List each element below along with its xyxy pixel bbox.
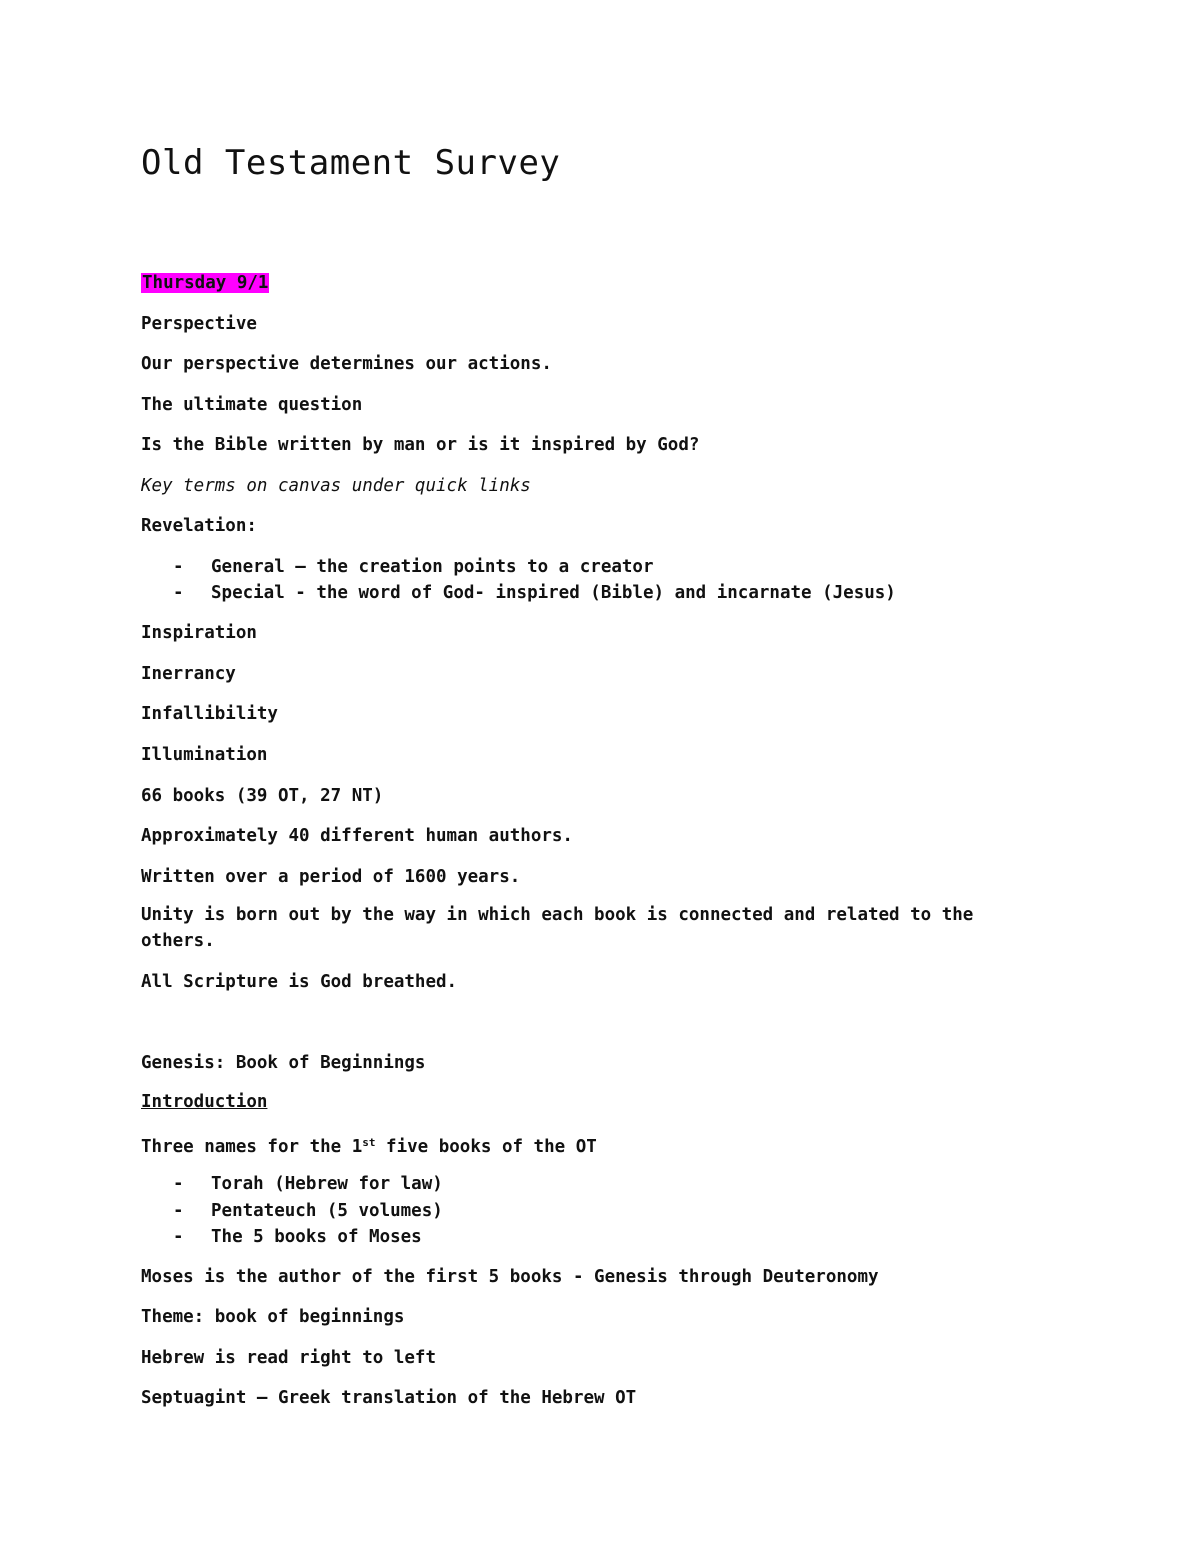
text-line-inspiration: Inspiration: [141, 623, 257, 643]
document-title: Old Testament Survey: [141, 143, 561, 183]
date-highlight: Thursday 9/1: [142, 273, 269, 293]
text-line-inerrancy: Inerrancy: [141, 664, 236, 684]
text-line-septuagint: Septuagint – Greek translation of the Hebrew OT: [141, 1388, 637, 1408]
list-item: [173, 1200, 443, 1222]
list-item: [173, 556, 654, 578]
text-line-moses-author: Moses is the author of the first 5 books - Genesis through Deuteronomy: [141, 1267, 879, 1287]
list-item: [173, 1173, 443, 1195]
italic-note: Key terms on canvas under quick links: [141, 476, 531, 496]
bullet-text: Torah (Hebrew for law): [211, 1174, 443, 1194]
text-line-period: Written over a period of 1600 years.: [141, 867, 521, 887]
bullet-dash: -: [173, 583, 184, 603]
bullet-text: General – the creation points to a creator: [211, 557, 654, 577]
text-line-unity: Unity is born out by the way in which each book is connected and related to the others.: [141, 905, 974, 951]
text-line-ultimate-question: The ultimate question: [141, 395, 363, 415]
bullet-text: Pentateuch (5 volumes): [211, 1201, 443, 1221]
text-line-bible-question: Is the Bible written by man or is it inspired by God?: [141, 435, 700, 455]
bullet-dash: -: [173, 1227, 184, 1247]
text-line-authors: Approximately 40 different human authors.: [141, 826, 573, 846]
three-names-before: Three names for the 1: [141, 1137, 363, 1157]
text-line-perspective: Perspective: [141, 314, 257, 334]
text-line-theme: Theme: book of beginnings: [141, 1307, 405, 1327]
text-line-illumination: Illumination: [141, 745, 268, 765]
text-line-infallibility: Infallibility: [141, 704, 278, 724]
genesis-heading: Genesis: Book of Beginnings: [141, 1053, 426, 1073]
three-names-superscript: st: [362, 1136, 376, 1149]
date-heading: [141, 272, 269, 294]
text-line-scripture: All Scripture is God breathed.: [141, 972, 458, 992]
revelation-label: Revelation:: [141, 516, 257, 536]
text-line-hebrew: Hebrew is read right to left: [141, 1348, 437, 1368]
bullet-text: The 5 books of Moses: [211, 1227, 422, 1247]
text-line-three-names: [141, 1132, 597, 1158]
bullet-dash: -: [173, 557, 184, 577]
text-line-book-count: 66 books (39 OT, 27 NT): [141, 786, 384, 806]
list-item: [173, 1226, 422, 1248]
introduction-label: Introduction: [141, 1092, 268, 1112]
list-item: [173, 582, 896, 604]
bullet-dash: -: [173, 1174, 184, 1194]
three-names-after: five books of the OT: [375, 1137, 597, 1157]
bullet-text: Special - the word of God- inspired (Bible) and incarnate (Jesus): [211, 583, 896, 603]
bullet-dash: -: [173, 1201, 184, 1221]
text-line-perspective-actions: Our perspective determines our actions.: [141, 354, 552, 374]
